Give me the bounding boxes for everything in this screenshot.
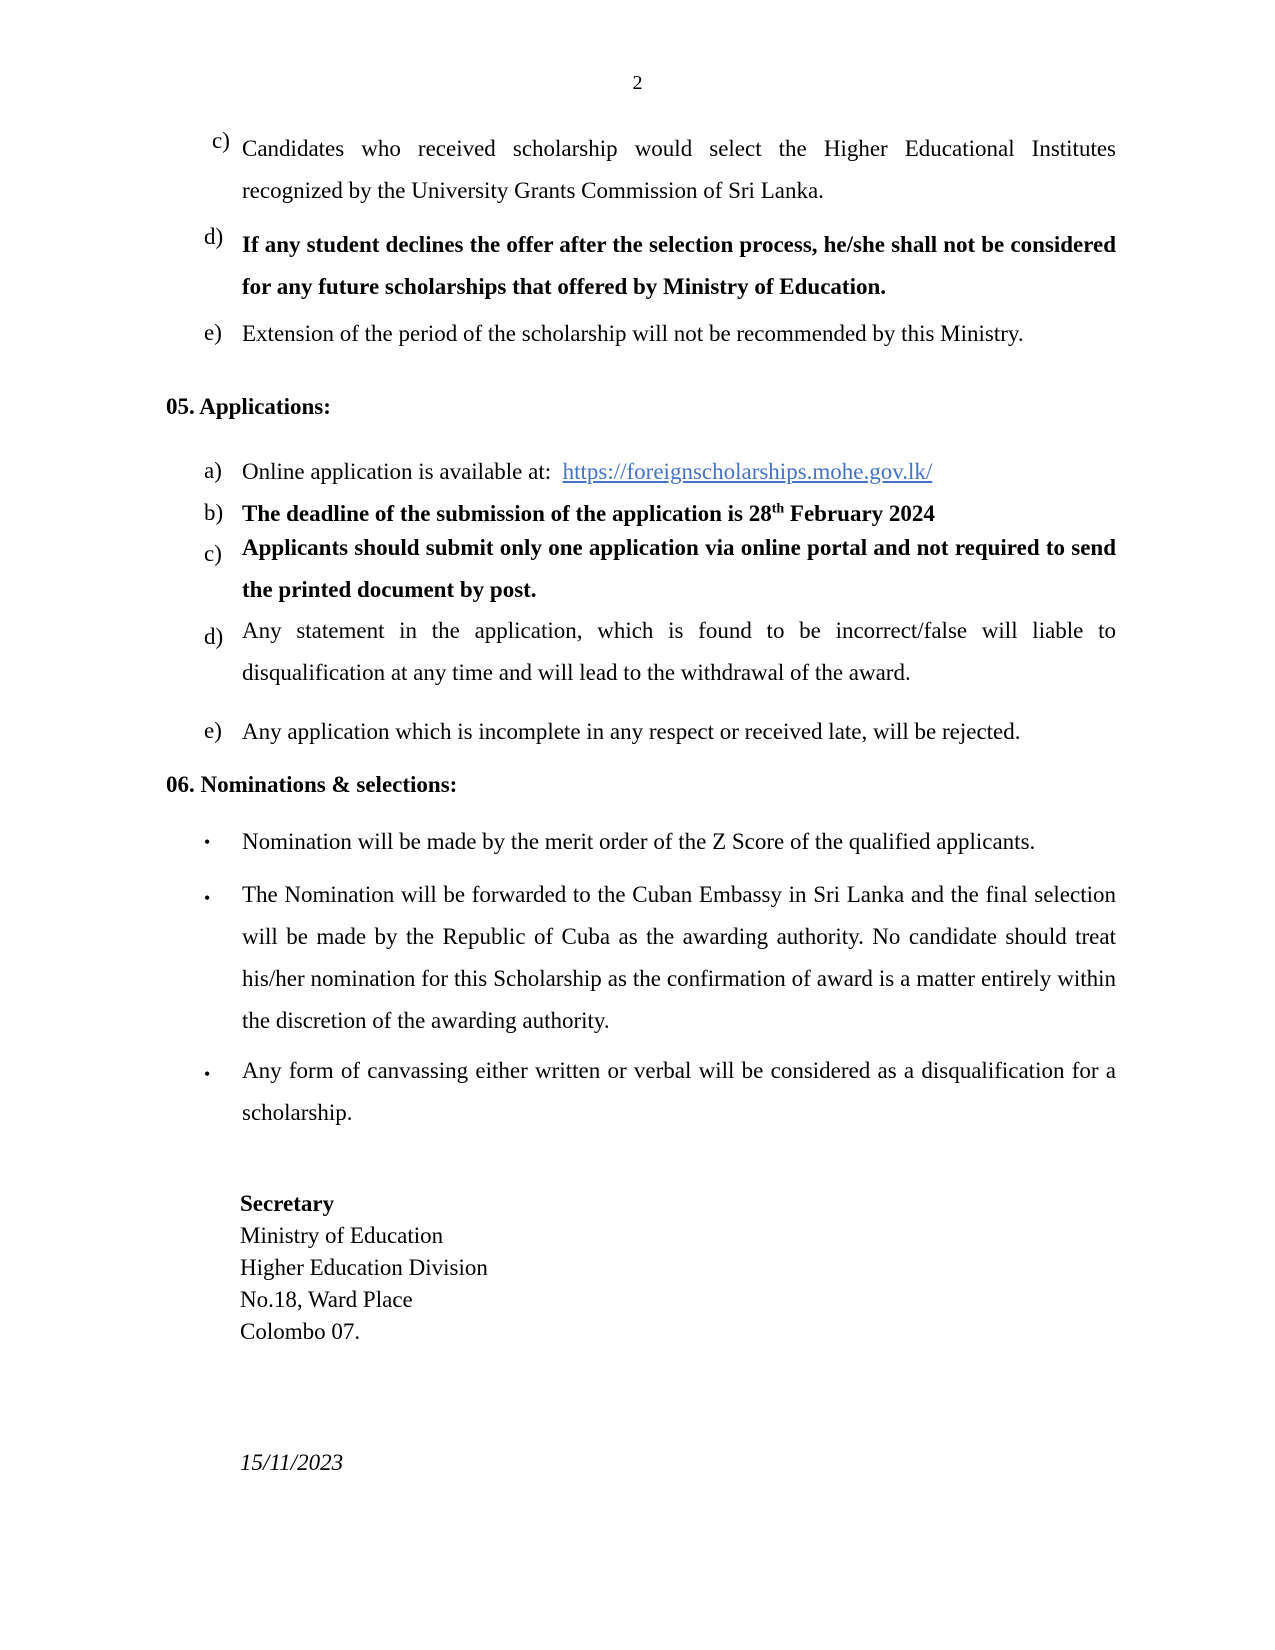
list-marker: c) [212,128,230,153]
list-marker: c) [204,541,222,566]
list-item-text: Candidates who received scholarship would select the Higher Educational Institutes recognized by the University Grants Commission of Sri Lanka. [242,136,1116,203]
section-heading-applications: 05. Applications: [166,394,331,419]
deadline-text-after: February 2024 [784,501,935,526]
list-item-text-bold: Applicants should submit only one application via online portal and not required to send the printed document by post. [242,535,1116,602]
page-number: 2 [632,72,643,94]
signature-line-2: Higher Education Division [240,1255,488,1280]
online-application-label: Online application is available at: [242,459,552,484]
list-item-text: Any application which is incomplete in any respect or received late, will be rejected. [242,719,1021,744]
list-item-text: Any form of canvassing either written or verbal will be considered as a disqualification for a scholarship. [242,1058,1116,1125]
application-portal-link[interactable]: https://foreignscholarships.mohe.gov.lk/ [562,459,933,484]
list-marker: d) [204,624,224,649]
list-marker: d) [204,224,224,249]
signature-line-3: No.18, Ward Place [240,1287,413,1312]
bullet-icon: • [204,1064,211,1084]
bullet-icon: • [204,832,211,852]
document-date: 15/11/2023 [240,1450,344,1475]
list-item-text: The Nomination will be forwarded to the Cuban Embassy in Sri Lanka and the final selection will be made by the Republic of Cuba as the awarding authority. No candidate should treat his/her nomination for this Scholarship as the confirmation of award is a matter entirely within the discretion of the awarding authority. [242,882,1116,1033]
deadline-text-before: The deadline of the submission of the application is 28 [242,501,772,526]
signature-line-1: Ministry of Education [240,1223,444,1248]
ordinal-suffix: th [771,501,785,517]
signature-line-4: Colombo 07. [240,1319,361,1344]
section-heading-nominations: 06. Nominations & selections: [166,772,458,797]
deadline-text [242,500,1116,528]
list-item-text: Any statement in the application, which is found to be incorrect/false will liable to disqualification at any time and will lead to the withdrawal of the award. [242,618,1116,685]
list-marker: e) [204,320,222,345]
list-marker: b) [204,500,224,525]
signature-block [240,1188,488,1348]
signatory-title: Secretary [240,1191,335,1216]
list-marker: e) [204,718,222,743]
list-item-text-bold: If any student declines the offer after the selection process, he/she shall not be considered for any future scholarships that offered by Ministry of Education. [242,232,1116,299]
list-marker: a) [204,458,222,483]
list-item-text [242,458,1116,486]
list-item-text: Extension of the period of the scholarship will not be recommended by this Ministry. [242,321,1024,346]
bullet-icon: • [204,888,211,908]
list-item-text: Nomination will be made by the merit order of the Z Score of the qualified applicants. [242,829,1036,854]
